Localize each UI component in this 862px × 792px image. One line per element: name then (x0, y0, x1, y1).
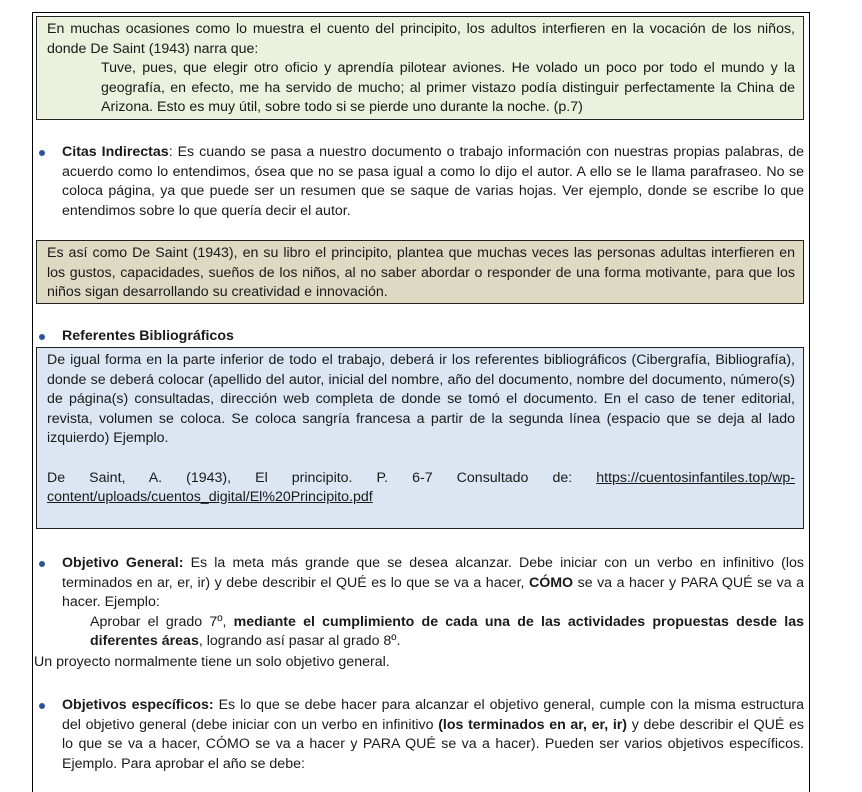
objetivo-general-paragraph (62, 554, 804, 652)
referentes-title: Referentes Bibliográficos (62, 328, 234, 344)
citas-paragraph (62, 143, 804, 221)
objetivo-general-example (90, 613, 804, 652)
citas-body: : Es cuando se pasa a nuestro documento o trabajo información con nuestras propias palabras, de acuerdo como lo entendimos, ósea que no se pasa igual a como lo dijo el autor. A ello se le llama parafraseo. No se coloca página, ya que puede ser un resumen que se saque de varias hojas. Ver ejemplo, donde se escribe lo que entendimos sobre lo que quería decir el autor. (62, 144, 804, 219)
quote-box (36, 16, 804, 120)
bullet-icon (39, 334, 45, 340)
example-start: Aprobar el grado 7º, (90, 613, 234, 630)
como-text: CÓMO (528, 574, 574, 591)
referentes-body: De igual forma en la parte inferior de todo el trabajo, deberá ir los referentes bibliográficos (Cibergrafía, Bibliografía), donde se deberá colocar (apellido del autor, inicial del nombre, año del documento, nombre del documento, número(s) de página(s) consultadas, dirección web completa de donde se tomó el documento. En el caso de tener editorial, revista, volumen se coloca. Se coloca sangría francesa a partir de la segunda línea (espacio que se deja al lado izquierdo) Ejemplo. (47, 352, 795, 446)
reference-example (47, 469, 795, 508)
objetivos-especificos-title: Objetivos específicos: (62, 697, 214, 713)
bullet-icon (39, 561, 45, 567)
block-quote: Tuve, pues, que elegir otro oficio y aprendía pilotear aviones. He volado un poco por todo el mundo y la geografía, en efecto, me ha servido de mucho; al primer vistazo podía distinguir perfectamente la China de Arizona. Esto es muy útil, sobre todo si se pierde uno durante la noche. (p.7) (101, 60, 795, 115)
objetivo-general-note: Un proyecto normalmente tiene un solo objetivo general. (34, 654, 390, 670)
paraphrase-text: Es así como De Saint (1943), en su libro el principito, plantea que muchas veces las personas adultas interfieren en los gustos, capacidades, sueños de los niños, al no saber abordar o responder de una forma motivante, para que los niños sigan desarrollando su creatividad e innovación. (47, 245, 795, 300)
objetivos-especificos-body: Es lo que se debe hacer para alcanzar el objetivo general, cumple con la misma estructura del objetivo general (debe iniciar con un verbo en infinitivo (62, 697, 804, 733)
objetivos-especificos-paragraph (62, 696, 804, 774)
quote-intro: En muchas ocasiones como lo muestra el cuento del principito, los adultos interfieren en la vocación de los niños, donde De Saint (1943) narra que: (47, 21, 795, 57)
reference-prefix: De Saint, A. (1943), El principito. P. 6-7 Consultado de: (47, 469, 597, 486)
bullet-icon (39, 703, 45, 709)
section-objetivos-especificos (36, 696, 804, 774)
objetivo-general-body: Es la meta más grande que se desea alcanzar. Debe iniciar con un verbo en infinitivo (los terminados en ar, er, ir) y debe describir el QUÉ es lo que se va a hacer, (62, 555, 804, 591)
paraphrase-box (36, 240, 804, 304)
section-citas-indirectas (36, 143, 804, 221)
referentes-box (36, 347, 804, 529)
section-objetivo-general (36, 554, 804, 652)
objetivo-general-body-end: se va a hacer y PARA QUÉ se va a hacer. Ejemplo: (62, 574, 804, 610)
objetivo-general-title: Objetivo General: (62, 555, 184, 571)
bullet-icon (39, 150, 45, 156)
citas-title: Citas Indirectas (62, 144, 169, 160)
example-end: , logrando así pasar al grado 8º. (198, 633, 401, 649)
objetivos-especificos-body-end: y debe describir el QUÉ es lo que se va a hacer, CÓMO se va a hacer y PARA QUÉ se va a hacer). Pueden ser varios objetivos específicos. Ejemplo. Para aprobar el año se debe: (62, 716, 804, 772)
example-bold: mediante el cumplimiento de cada una de las actividades propuestas desde las diferentes áreas (90, 613, 804, 649)
objetivos-especificos-bold: (los terminados en ar, er, ir) (438, 716, 628, 733)
section-referentes (36, 327, 804, 347)
reference-link[interactable]: https://cuentosinfantiles.top/wp-content/uploads/cuentos_digital/El%20Principito.pdf (47, 469, 795, 505)
